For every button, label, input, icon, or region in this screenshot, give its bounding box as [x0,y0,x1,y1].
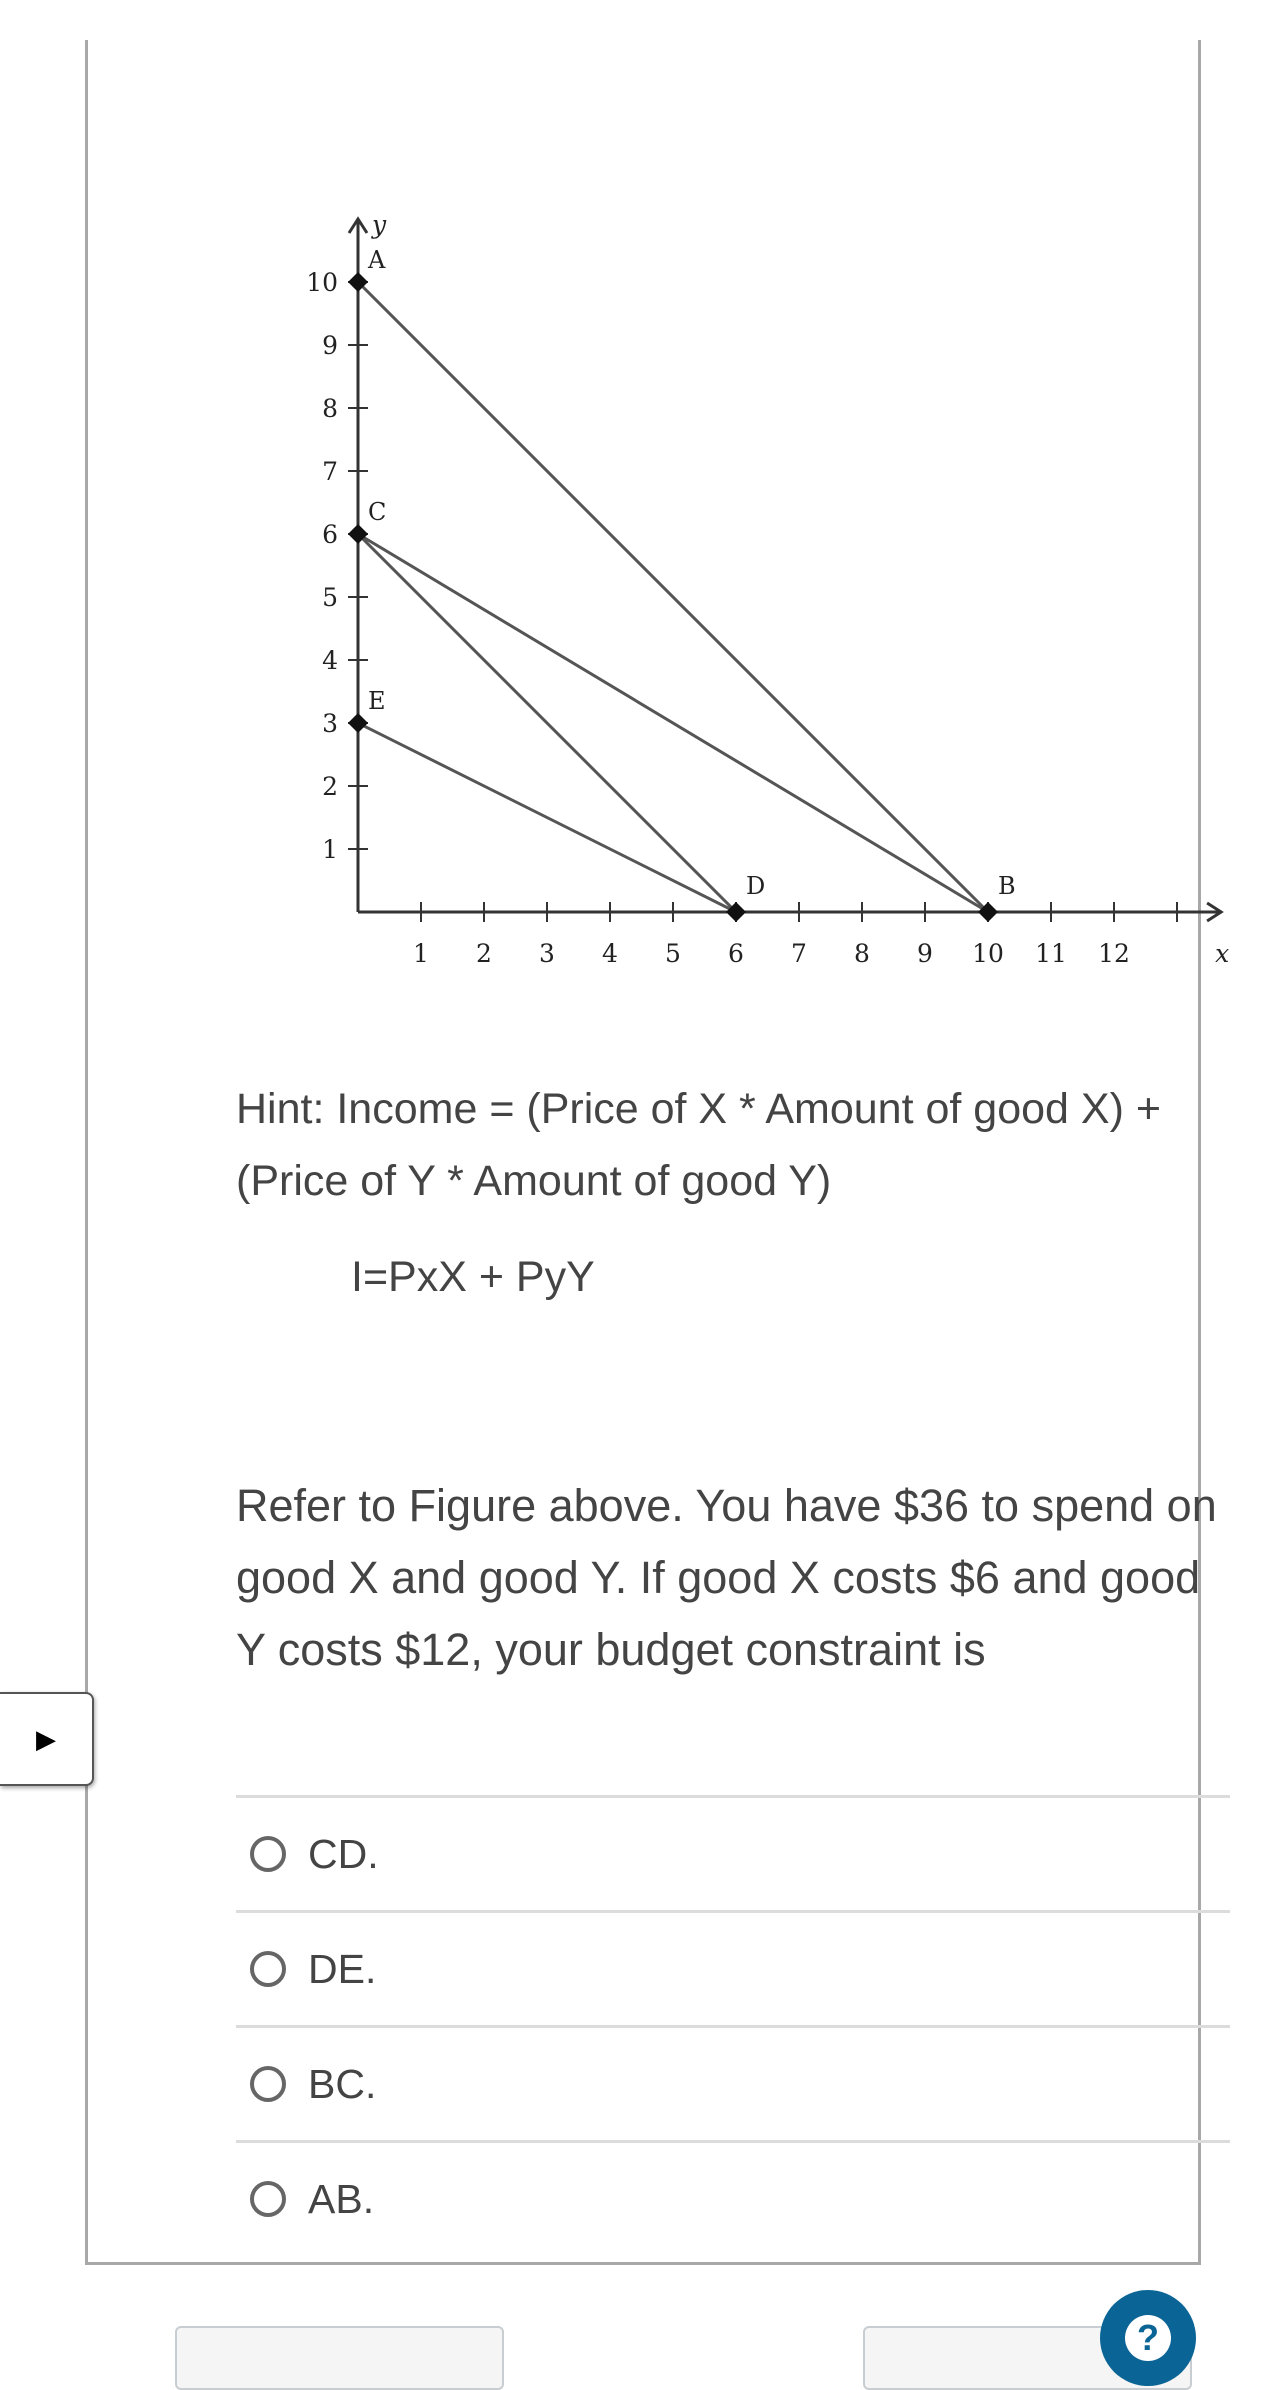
point-label-b: B [998,872,1016,900]
x-tick-label: 7 [791,939,807,968]
y-tick-label: 4 [322,646,338,675]
budget-chart [278,170,1248,990]
x-tick-label: 1 [413,939,429,968]
help-button[interactable] [1100,2290,1196,2386]
x-tick-label: 6 [728,939,744,968]
answer-label: DE. [308,1945,377,1992]
budget-line-ab [358,282,988,912]
radio-button[interactable] [250,2181,286,2217]
x-tick-label: 11 [1035,939,1067,968]
x-tick-label: 9 [917,939,933,968]
answer-option-bc[interactable] [236,2025,1230,2140]
radio-button[interactable] [250,1836,286,1872]
radio-button[interactable] [250,2066,286,2102]
x-tick-label: 8 [854,939,870,968]
budget-line-cd [358,534,736,912]
previous-button[interactable] [175,2326,504,2390]
budget-constraint-figure [278,170,1248,990]
y-tick-label: 5 [322,583,338,612]
x-tick-label: 5 [665,939,681,968]
question-card [85,40,1230,2265]
hint-text [236,1073,1236,1217]
x-axis-label: x [1215,939,1230,968]
y-tick-label: 2 [322,772,338,801]
y-tick-label: 8 [322,394,338,423]
income-formula: I=PxX + PyY [351,1253,595,1301]
question-text: Refer to Figure above. You have $36 to spend on good X and good Y. If good X costs $6 and good Y costs $12, your budget constraint is [236,1480,1217,1675]
answer-option-ab[interactable] [236,2140,1230,2255]
point-label-a: A [368,246,386,274]
radio-button[interactable] [250,1951,286,1987]
answer-label: BC. [308,2060,377,2107]
y-tick-label: 10 [306,268,338,297]
x-tick-label: 12 [1098,939,1130,968]
y-tick-label: 1 [322,835,338,864]
answer-label: CD. [308,1830,379,1877]
y-tick-label: 3 [322,709,338,738]
hint-line: Hint: Income = (Price of X * Amount of good X) + (Price of Y * Amount of good Y) [236,1085,1161,1205]
point-label-d: D [746,872,766,900]
x-tick-label: 4 [602,939,618,968]
x-tick-label: 3 [539,939,555,968]
play-arrow-icon: ▶ [36,1723,56,1754]
y-tick-label: 6 [322,520,338,549]
y-axis-label: y [372,210,387,239]
budget-line-cb [358,534,988,912]
x-tick-label: 10 [972,939,1004,968]
answer-label: AB. [308,2175,375,2222]
point-label-e: E [368,687,386,715]
budget-line-ed [358,723,736,912]
answer-option-cd[interactable] [236,1795,1230,1910]
y-tick-label: 9 [322,331,338,360]
point-label-c: C [368,498,387,526]
side-panel-toggle-button[interactable] [0,1692,94,1786]
question-mark-icon: ? [1125,2315,1171,2361]
x-tick-label: 2 [476,939,492,968]
y-tick-label: 7 [322,457,338,486]
point-marker-e [348,713,368,733]
answer-list [236,1795,1230,2255]
answer-option-de[interactable] [236,1910,1230,2025]
